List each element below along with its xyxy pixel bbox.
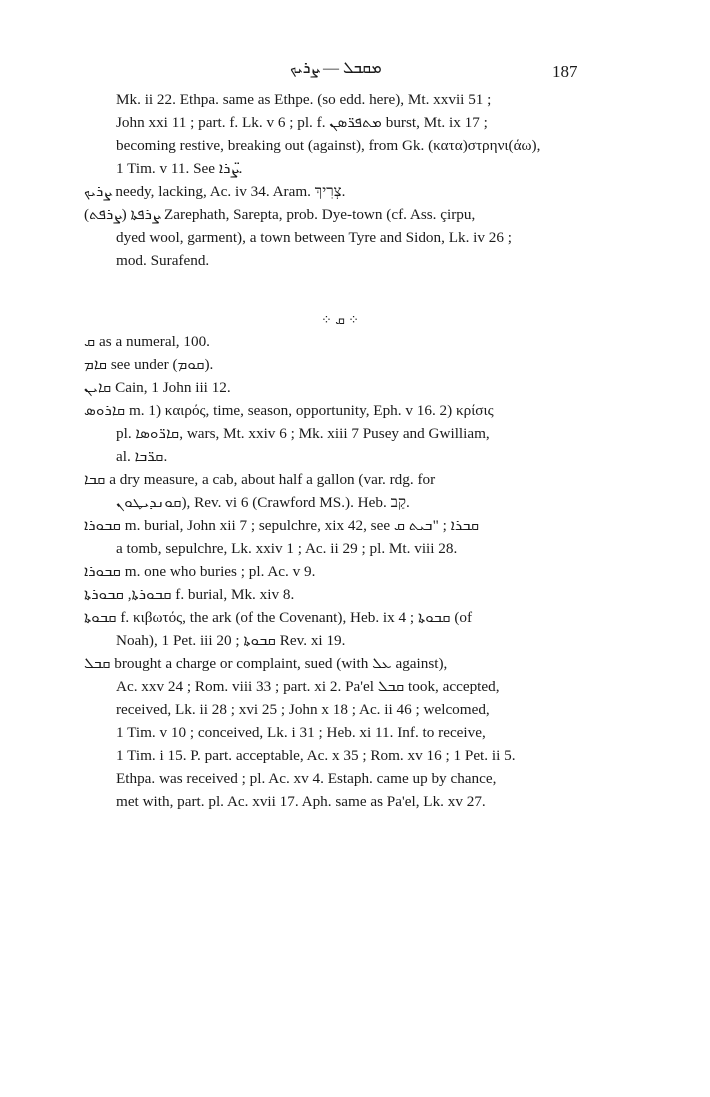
text-line: 1 Tim. v 11. See ܨ̈ܪܐ. [116, 160, 243, 177]
text-line: met with, part. pl. Ac. xvii 17. Aph. same as Pa'el, Lk. xv 27. [116, 793, 486, 810]
text-line: received, Lk. ii 28 ; xvi 25 ; John x 18 ; Ac. ii 46 ; welcomed, [116, 701, 490, 718]
text-line: pl. ܩܐܪ̈ܘܣܐ, wars, Mt. xxiv 6 ; Mk. xiii 7 Pusey and Gwilliam, [116, 425, 490, 442]
text-line: (ܨܪܦܬ) ܨܪܦܬܐ Zarephath, Sarepta, prob. Dye-town (cf. Ass. çirpu, [84, 206, 476, 223]
text-line: mod. Surafend. [116, 252, 210, 269]
text-line: 1 Tim. i 15. P. part. acceptable, Ac. x 35 ; Rom. xv 16 ; 1 Pet. ii 5. [116, 747, 516, 764]
text-line: ܩܒܘܪܬܐ, ܩܒܘܪܬܐ f. burial, Mk. xiv 8. [84, 586, 295, 603]
text-line: ܩܒܘܪܐ m. burial, John xii 7 ; sepulchre, xix 42, see ܩܒܪܐ ; "ܒܝܬ ܩ [84, 517, 480, 534]
page-header [0, 58, 710, 84]
text-line: ܩܒܐ a dry measure, a cab, about half a gallon (var. rdg. for [84, 471, 436, 488]
text-line: 1 Tim. v 10 ; conceived, Lk. i 31 ; Heb. xi 11. Inf. to receive, [116, 724, 486, 741]
text-line: ܩܒܠ brought a charge or complaint, sued (with ܥܠ against), [84, 655, 448, 672]
text-line: becoming restive, breaking out (against), from Gk. (κατα)στρηνι(άω), [116, 137, 541, 154]
text-line: ܩ as a numeral, 100. [84, 333, 210, 350]
text-line: ܩܒܘܪܐ m. one who buries ; pl. Ac. v 9. [84, 563, 316, 580]
text-line: John xxi 11 ; part. f. Lk. v 6 ; pl. f. ܡܬܦܪ̈ܣܢ burst, Mt. ix 17 ; [116, 114, 488, 131]
page-number: 187 [552, 62, 578, 81]
text-line: dyed wool, garment), a town between Tyre and Sidon, Lk. iv 26 ; [116, 229, 512, 246]
text-line: ܩܐܡ see under (ܩܘܡ). [84, 356, 214, 373]
text-line: ܩܒܘܬܐ f. κιβωτός, the ark (of the Covenant), Heb. ix 4 ; ܩܒܘܬܐ (of [84, 609, 473, 626]
entries-block-2 [84, 330, 584, 813]
running-head: ܡܩܒܠ — ܨܪܝܟ [290, 60, 382, 77]
text-line: ܩܐܪܘܣ m. 1) καιρός, time, season, opportunity, Eph. v 16. 2) κρίσις [84, 402, 494, 419]
text-line: Ac. xxv 24 ; Rom. viii 33 ; part. xi 2. Pa'el ܩܒܠ took, accepted, [116, 678, 500, 695]
text-line: ܩܘܢܕܝܛܘܢ), Rev. vi 6 (Crawford MS.). Heb. קַב. [116, 494, 410, 511]
text-line: Mk. ii 22. Ethpa. same as Ethpe. (so edd. here), Mt. xxvii 51 ; [116, 91, 492, 108]
section-separator: ⁘ ܩ ⁘ [321, 312, 359, 327]
text-line: Noah), 1 Pet. iii 20 ; ܩܒܘܬܐ Rev. xi 19. [116, 632, 346, 649]
entries-block-1 [84, 88, 584, 272]
text-line: ܨܪܝܟ needy, lacking, Ac. iv 34. Aram. צְרִיךְ. [84, 183, 346, 200]
text-line: ܩܐܝܢ Cain, 1 John iii 12. [84, 379, 231, 396]
text-line: a tomb, sepulchre, Lk. xxiv 1 ; Ac. ii 29 ; pl. Mt. viii 28. [116, 540, 458, 557]
text-line: al. ܩܪ̈ܒܐ. [116, 448, 168, 465]
text-line: Ethpa. was received ; pl. Ac. xv 4. Estaph. came up by chance, [116, 770, 497, 787]
